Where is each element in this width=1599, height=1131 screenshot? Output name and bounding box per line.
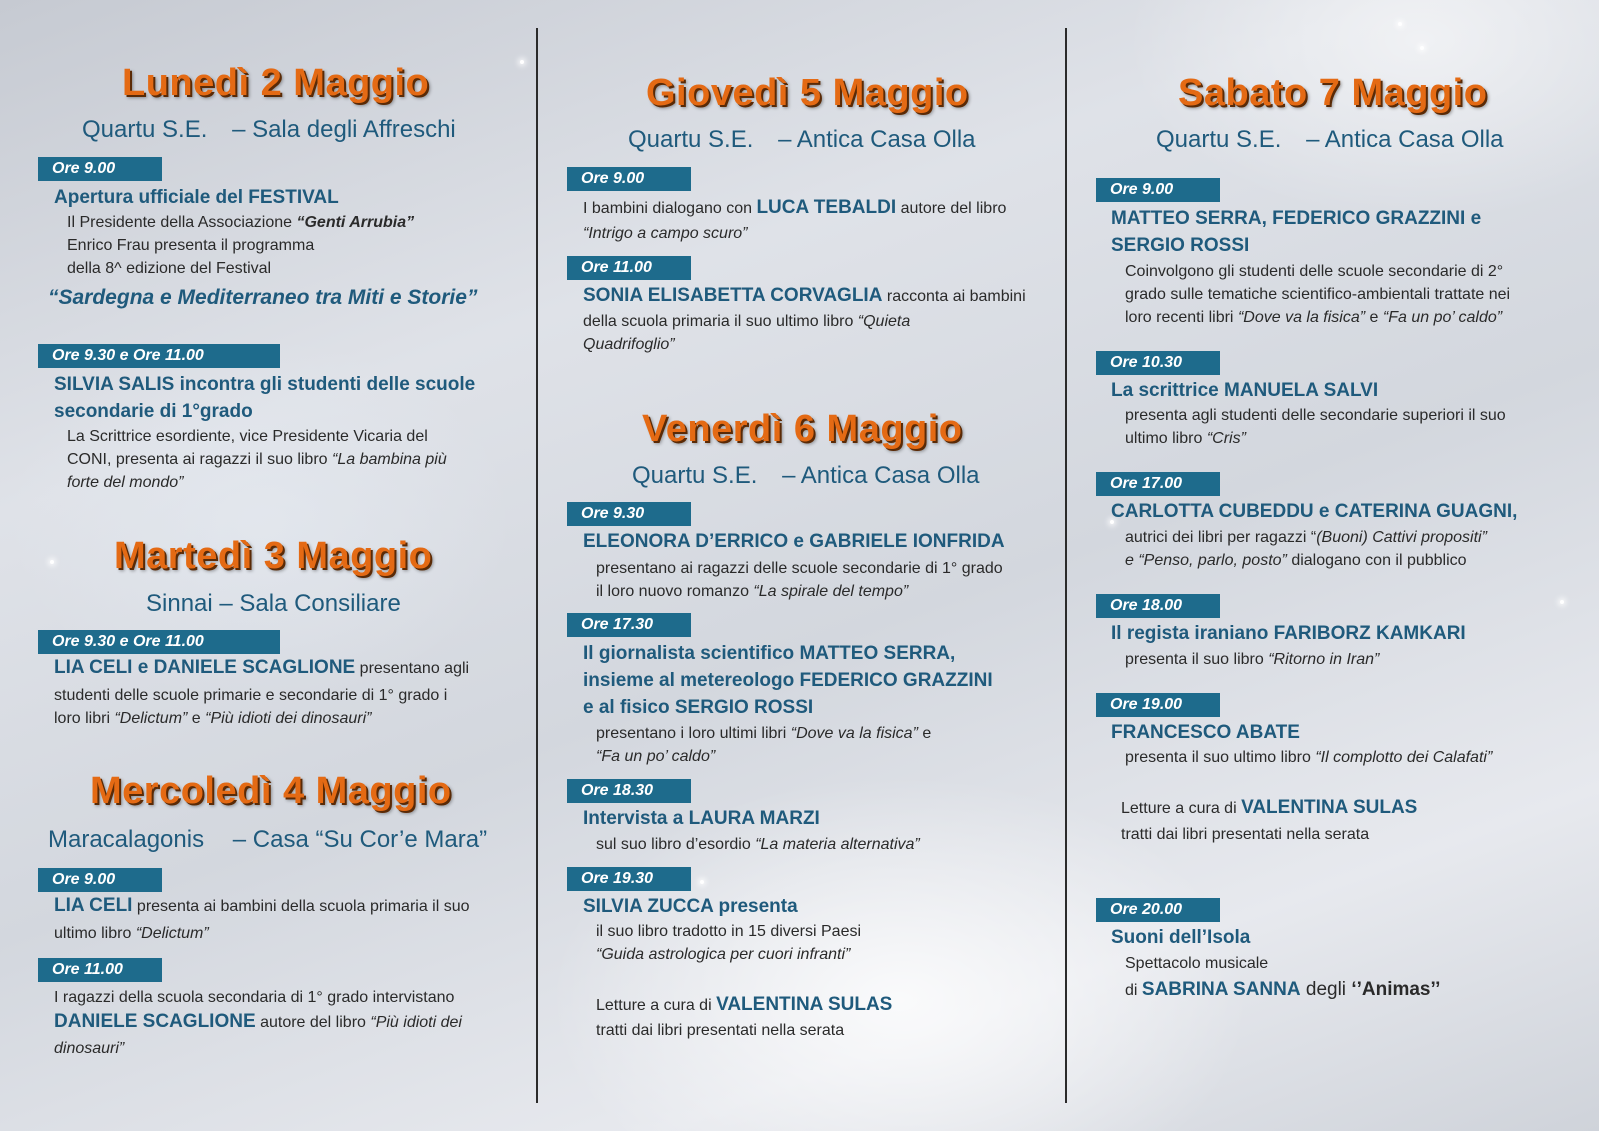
time-badge: Ore 9.30 e Ore 11.00: [38, 630, 280, 654]
text-span: degli: [1300, 979, 1352, 1000]
event-text: grado sulle tematiche scientifico-ambientali trattate nei: [1125, 286, 1511, 303]
venue-city: Quartu S.E.: [82, 116, 208, 143]
event-heading: ELEONORA D’ERRICO e GABRIELE IONFRIDA: [583, 531, 1005, 552]
day-title-thursday: Giovedì 5 Maggio: [646, 72, 969, 114]
venue-place: – Casa “Su Cor’e Mara”: [232, 826, 488, 853]
text-span: “Genti Arrubia”: [296, 214, 415, 231]
event-text: [54, 894, 470, 918]
event-text: [54, 1010, 462, 1034]
event-text: il suo libro tradotto in 15 diversi Paesi: [596, 923, 862, 940]
text-span: autore del libro: [896, 200, 1007, 217]
event-heading: SERGIO ROSSI: [1111, 235, 1250, 256]
event-text: “Guida astrologica per cuori infranti”: [596, 946, 851, 963]
star-decoration: [1398, 22, 1402, 26]
star-decoration: [1560, 600, 1564, 604]
day-title-saturday: Sabato 7 Maggio: [1178, 72, 1488, 114]
text-span: loro recenti libri: [1125, 309, 1238, 326]
event-text: [1125, 427, 1246, 450]
time-badge: Ore 20.00: [1096, 898, 1220, 922]
star-decoration: [700, 880, 704, 884]
author-names: VALENTINA SULAS: [1241, 797, 1418, 818]
text-span: “Dove va la fisica”: [1237, 309, 1366, 326]
event-text: [596, 580, 908, 603]
time-badge: Ore 17.30: [567, 613, 691, 637]
event-text: tratti dai libri presentati nella serata: [1121, 826, 1370, 843]
text-span: autrici dei libri per ragazzi “: [1125, 529, 1317, 546]
text-span: e: [1365, 309, 1383, 326]
time-badge: Ore 18.00: [1096, 594, 1220, 618]
text-span: presenta il suo libro: [1125, 651, 1269, 668]
text-span: ultimo libro: [54, 925, 136, 942]
venue-saturday: [1156, 126, 1504, 154]
event-text: [67, 448, 447, 471]
text-span: loro libri: [54, 710, 115, 727]
column-divider: [1065, 28, 1067, 1103]
day-title-monday: Lunedì 2 Maggio: [122, 62, 430, 104]
author-names: VALENTINA SULAS: [716, 994, 893, 1015]
event-text: forte del mondo”: [67, 474, 184, 491]
author-names: SONIA ELISABETTA CORVAGLIA: [583, 285, 883, 306]
venue-wednesday: [48, 826, 487, 854]
event-text: tratti dai libri presentati nella serata: [596, 1022, 845, 1039]
text-span: “Cris”: [1206, 430, 1246, 447]
event-text: [1125, 648, 1379, 671]
event-heading: La scrittrice MANUELA SALVI: [1111, 380, 1379, 401]
event-text: Enrico Frau presenta il programma: [67, 237, 315, 254]
event-text: [54, 656, 469, 680]
event-heading: secondarie di 1°grado: [54, 401, 253, 422]
time-badge: Ore 9.00: [38, 157, 162, 181]
venue-monday: [82, 116, 456, 144]
event-heading: Suoni dell’Isola: [1111, 927, 1251, 948]
venue-place: – Antica Casa Olla: [1306, 126, 1504, 153]
text-span: e: [187, 710, 206, 727]
event-heading: Intervista a LAURA MARZI: [583, 808, 820, 829]
text-span: Il Presidente della Associazione: [67, 214, 297, 231]
text-span: “Ritorno in Iran”: [1268, 651, 1380, 668]
event-heading: Il regista iraniano FARIBORZ KAMKARI: [1111, 623, 1466, 644]
event-heading: SILVIA ZUCCA presenta: [583, 896, 798, 917]
star-decoration: [1420, 46, 1424, 50]
text-span: “Delictum”: [135, 925, 209, 942]
event-heading: e al fisico SERGIO ROSSI: [583, 697, 814, 718]
event-text: studenti delle scuole primarie e secondarie di 1° grado i: [54, 687, 448, 704]
venue-city: Maracalagonis: [48, 826, 205, 853]
text-span: di: [1125, 982, 1142, 999]
text-span: “Il complotto dei Calafati”: [1315, 749, 1493, 766]
event-text: Quadrifoglio”: [583, 336, 675, 353]
event-text: [583, 196, 1006, 220]
venue-place: – Sala degli Affreschi: [232, 116, 456, 143]
text-span: dialogano con il pubblico: [1286, 552, 1467, 569]
event-text: [1125, 526, 1487, 549]
event-text: [1125, 746, 1492, 769]
event-text: [583, 284, 1026, 308]
event-text: [67, 211, 414, 234]
time-badge: Ore 9.30: [567, 502, 691, 526]
text-span: Letture a cura di: [1121, 800, 1242, 817]
text-span: e: [917, 725, 932, 742]
author-names: SABRINA SANNA: [1141, 979, 1301, 1000]
text-span: autore del libro: [255, 1014, 371, 1031]
festival-theme: “Sardegna e Mediterraneo tra Miti e Storie”: [48, 286, 478, 309]
day-title-friday: Venerdì 6 Maggio: [642, 408, 963, 450]
text-span: “La spirale del tempo”: [753, 583, 909, 600]
event-text: presentano ai ragazzi delle scuole secondarie di 1° grado: [596, 560, 1003, 577]
author-names: LIA CELI e DANIELE SCAGLIONE: [54, 657, 356, 678]
event-text: [1125, 549, 1467, 572]
star-decoration: [50, 560, 54, 564]
time-badge: Ore 11.00: [38, 958, 162, 982]
event-heading: Apertura ufficiale del FESTIVAL: [54, 187, 339, 208]
day-title-wednesday: Mercoledì 4 Maggio: [90, 770, 452, 812]
author-names: DANIELE SCAGLIONE: [54, 1011, 256, 1032]
venue-city: Quartu S.E.: [632, 462, 758, 489]
column-divider: [536, 28, 538, 1103]
text-span: e “Penso, parlo, posto”: [1125, 552, 1287, 569]
text-span: della scuola primaria il suo ultimo libro: [583, 313, 858, 330]
time-badge: Ore 9.30 e Ore 11.00: [38, 344, 280, 368]
text-span: Letture a cura di: [596, 997, 717, 1014]
event-text: [596, 722, 931, 745]
text-span: “Più idioti dei dinosauri”: [205, 710, 372, 727]
text-span: “Quieta: [857, 313, 911, 330]
time-badge: Ore 17.00: [1096, 472, 1220, 496]
text-span: presenta il suo ultimo libro: [1125, 749, 1316, 766]
event-text: [54, 707, 371, 730]
time-badge: Ore 9.00: [567, 167, 691, 191]
day-title-tuesday: Martedì 3 Maggio: [114, 535, 433, 577]
event-text: La Scrittrice esordiente, vice Presidente Vicaria del: [67, 428, 428, 445]
venue-city: Quartu S.E.: [628, 126, 754, 153]
time-badge: Ore 9.00: [38, 868, 162, 892]
text-span: presentano i loro ultimi libri: [596, 725, 791, 742]
text-span: CONI, presenta ai ragazzi il suo libro: [67, 451, 332, 468]
event-heading: Il giornalista scientifico MATTEO SERRA,: [583, 643, 956, 664]
time-badge: Ore 9.00: [1096, 178, 1220, 202]
text-span: ‘’Animas’’: [1351, 979, 1441, 1000]
venue-thursday: [628, 126, 976, 154]
event-text: [583, 310, 910, 333]
event-text: [596, 833, 920, 856]
event-text: della 8^ edizione del Festival: [67, 260, 272, 277]
text-span: “La materia alternativa”: [755, 836, 920, 853]
venue-friday: [632, 462, 980, 490]
time-badge: Ore 10.30: [1096, 351, 1220, 375]
text-span: “La bambina più: [332, 451, 447, 468]
text-span: racconta ai bambini: [882, 288, 1026, 305]
event-heading: CARLOTTA CUBEDDU e CATERINA GUAGNI,: [1111, 501, 1518, 522]
time-badge: Ore 18.30: [567, 779, 691, 803]
author-names: LIA CELI: [54, 895, 133, 916]
event-text: [1125, 306, 1502, 329]
text-span: “Delictum”: [114, 710, 188, 727]
time-badge: Ore 19.30: [567, 867, 691, 891]
event-text: dinosauri”: [54, 1040, 125, 1057]
event-text: [596, 993, 892, 1017]
author-names: LUCA TEBALDI: [756, 197, 897, 218]
text-span: I bambini dialogano con: [583, 200, 757, 217]
event-text: [1125, 978, 1440, 1002]
event-text: [1121, 796, 1417, 820]
event-heading: SILVIA SALIS incontra gli studenti delle scuole: [54, 374, 476, 395]
venue-tuesday: Sinnai – Sala Consiliare: [146, 590, 401, 617]
event-heading: insieme al metereologo FEDERICO GRAZZINI: [583, 670, 993, 691]
venue-city: Quartu S.E.: [1156, 126, 1282, 153]
event-text: Coinvolgono gli studenti delle scuole secondarie di 2°: [1125, 263, 1504, 280]
text-span: sul suo libro d’esordio: [596, 836, 756, 853]
text-span: presenta ai bambini della scuola primaria il suo: [132, 898, 470, 915]
event-text: Spettacolo musicale: [1125, 955, 1269, 972]
event-text: “Fa un po’ caldo”: [596, 748, 716, 765]
text-span: il loro nuovo romanzo: [596, 583, 754, 600]
text-span: (Buoni) Cattivi propositi”: [1316, 529, 1487, 546]
event-text: I ragazzi della scuola secondaria di 1° grado intervistano: [54, 989, 455, 1006]
text-span: ultimo libro: [1125, 430, 1207, 447]
venue-place: – Antica Casa Olla: [778, 126, 976, 153]
event-heading: FRANCESCO ABATE: [1111, 722, 1300, 743]
event-heading: MATTEO SERRA, FEDERICO GRAZZINI e: [1111, 208, 1482, 229]
venue-place: – Antica Casa Olla: [782, 462, 980, 489]
text-span: “Più idioti dei: [370, 1014, 462, 1031]
star-decoration: [520, 60, 524, 64]
time-badge: Ore 11.00: [567, 256, 691, 280]
text-span: “Dove va la fisica”: [790, 725, 918, 742]
text-span: presentano agli: [355, 660, 470, 677]
event-text: [54, 922, 209, 945]
text-span: “Fa un po’ caldo”: [1382, 309, 1503, 326]
event-text: presenta agli studenti delle secondarie superiori il suo: [1125, 407, 1506, 424]
time-badge: Ore 19.00: [1096, 693, 1220, 717]
event-text: “Intrigo a campo scuro”: [583, 225, 748, 242]
